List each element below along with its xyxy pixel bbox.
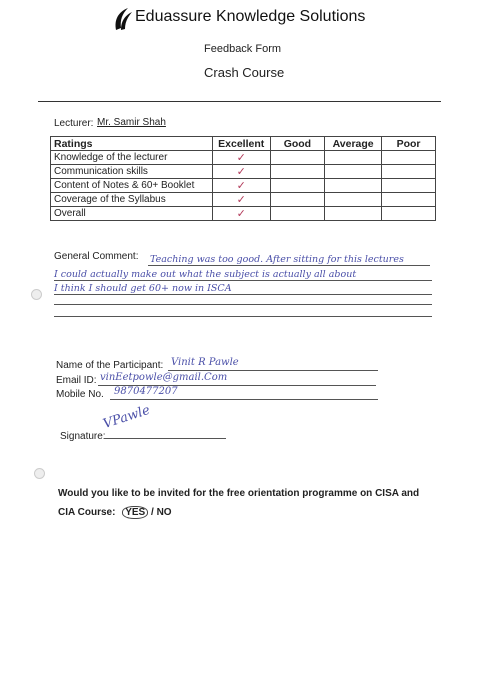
- col-excellent: Excellent: [212, 137, 270, 151]
- col-ratings: Ratings: [51, 137, 213, 151]
- course-title: Crash Course: [204, 65, 285, 80]
- table-row: [51, 165, 436, 179]
- form-title: Feedback Form: [204, 43, 282, 55]
- col-poor: Poor: [382, 137, 436, 151]
- ratings-table: [50, 136, 436, 221]
- option-separator: /: [151, 507, 154, 518]
- row-label: Content of Notes & 60+ Booklet: [51, 179, 213, 193]
- empty-cell: [382, 207, 436, 221]
- comment-line-3: I think I should get 60+ now in ISCA: [54, 283, 232, 294]
- mobile-rule: [110, 399, 378, 400]
- table-row: [51, 193, 436, 207]
- orientation-question: Would you like to be invited for the free orientation programme on CISA and: [58, 488, 420, 499]
- row-label: Overall: [51, 207, 213, 221]
- empty-cell: [325, 165, 382, 179]
- empty-cell: [270, 179, 324, 193]
- email-value: vinEetpowle@gmail.Com: [100, 372, 228, 383]
- check-mark-icon: ✓: [212, 179, 270, 193]
- name-value: Vinit R Pawle: [171, 357, 239, 368]
- empty-cell: [382, 165, 436, 179]
- check-mark-icon: ✓: [212, 207, 270, 221]
- signature-value: VPawle: [101, 402, 152, 432]
- comment-line-1: Teaching was too good. After sitting for this lectures: [150, 254, 404, 265]
- check-mark-icon: ✓: [212, 165, 270, 179]
- col-average: Average: [325, 137, 382, 151]
- empty-cell: [270, 193, 324, 207]
- empty-cell: [382, 151, 436, 165]
- comment-rule: [54, 316, 432, 317]
- comment-rule: [54, 280, 432, 281]
- empty-cell: [270, 165, 324, 179]
- mobile-value: 9870477207: [114, 386, 178, 397]
- comment-label: General Comment:: [54, 251, 139, 262]
- yes-option: YES: [122, 506, 148, 519]
- empty-cell: [382, 193, 436, 207]
- empty-cell: [325, 207, 382, 221]
- row-label: Coverage of the Syllabus: [51, 193, 213, 207]
- lecturer-label: Lecturer:: [54, 118, 94, 129]
- name-rule: [168, 370, 378, 371]
- row-label: Knowledge of the lecturer: [51, 151, 213, 165]
- empty-cell: [270, 207, 324, 221]
- table-row: [51, 207, 436, 221]
- ratings-header-row: [51, 137, 436, 151]
- empty-cell: [270, 151, 324, 165]
- empty-cell: [325, 193, 382, 207]
- comment-rule: [54, 304, 432, 305]
- no-option: NO: [156, 507, 172, 518]
- col-good: Good: [270, 137, 324, 151]
- check-mark-icon: ✓: [212, 151, 270, 165]
- comment-rule: [148, 265, 430, 266]
- signature-rule: [104, 438, 226, 439]
- comment-line-2: I could actually make out what the subject is actually all about: [54, 269, 357, 280]
- mobile-label: Mobile No.: [56, 389, 104, 400]
- email-label: Email ID:: [56, 375, 97, 386]
- lecturer-value: Mr. Samir Shah: [97, 117, 166, 128]
- table-row: [51, 179, 436, 193]
- org-name: Eduassure Knowledge Solutions: [135, 8, 366, 25]
- table-row: [51, 151, 436, 165]
- name-label: Name of the Participant:: [56, 360, 164, 371]
- empty-cell: [325, 179, 382, 193]
- cia-course-label: CIA Course:: [58, 507, 116, 518]
- empty-cell: [382, 179, 436, 193]
- comment-rule: [54, 294, 432, 295]
- eduassure-logo-icon: [112, 6, 134, 32]
- punch-hole: [31, 289, 42, 300]
- row-label: Communication skills: [51, 165, 213, 179]
- header-divider: [38, 101, 441, 102]
- course-question-row: [58, 507, 172, 518]
- check-mark-icon: ✓: [212, 193, 270, 207]
- empty-cell: [325, 151, 382, 165]
- punch-hole: [34, 468, 45, 479]
- signature-label: Signature:: [60, 431, 106, 442]
